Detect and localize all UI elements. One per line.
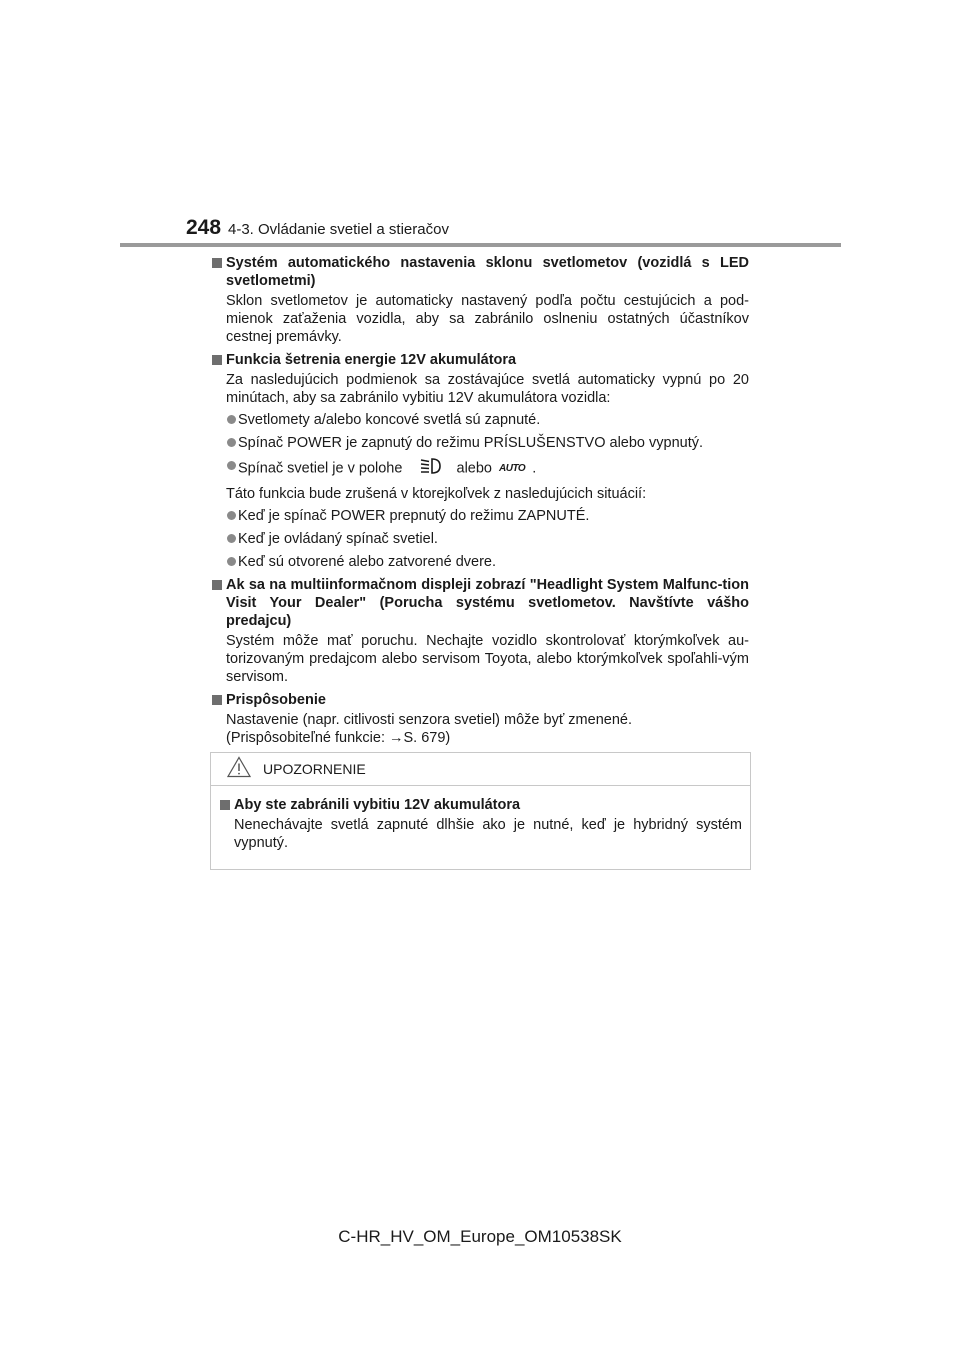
battery-saver-intro: Za nasledujúcich podmienok sa zostávajúce svetlá automaticky vypnú po 20 minútach, aby sa zabránilo vybitiu 12V akumulátora vozidla:	[226, 372, 749, 406]
footer-doc-code: C-HR_HV_OM_Europe_OM10538SK	[338, 1227, 622, 1246]
header-rule	[120, 243, 841, 247]
leveling-block	[211, 254, 749, 346]
customization-block	[211, 691, 749, 747]
condition-text-middle: alebo	[456, 460, 492, 477]
cancel-intro: Táto funkcia bude zrušená v ktorejkoľvek z nasledujúcich situácií:	[226, 486, 647, 502]
battery-saver-heading: Funkcia šetrenia energie 12V akumulátora	[211, 351, 749, 369]
auto-light-icon: AUTO	[499, 462, 526, 474]
warning-header	[211, 753, 750, 786]
cancel-item: Keď je ovládaný spínač svetiel.	[211, 530, 749, 548]
condition-item: Spínač POWER je zapnutý do režimu PRÍSLUŠENSTVO alebo vypnutý.	[211, 434, 749, 452]
section-title: 4-3. Ovládanie svetiel a stieračov	[228, 221, 449, 238]
cancel-item: Keď je spínač POWER prepnutý do režimu ZAPNUTÉ.	[211, 507, 749, 525]
condition-text-before: Spínač svetiel je v polohe	[238, 460, 403, 477]
warning-heading: Aby ste zabránili vybitiu 12V akumulátora	[219, 796, 742, 814]
warning-box	[210, 752, 751, 870]
warning-triangle-icon	[227, 756, 251, 783]
warning-body	[211, 786, 750, 852]
warning-title: UPOZORNENIE	[263, 761, 366, 777]
malfunction-heading: Ak sa na multiinformačnom displeji zobrazí "Headlight System Malfunc-tion Visit Your Dealer" (Porucha systému svetlometov. Navštívte vášho predajcu)	[211, 576, 749, 630]
customization-reference: (Prispôsobiteľné funkcie: →S. 679)	[226, 730, 451, 746]
malfunction-block	[211, 576, 749, 686]
leveling-text: Sklon svetlometov je automaticky nastavený podľa počtu cestujúcich a pod-mienok zaťaženia vozidla, aby sa zabránilo oslneniu ostatných účastníkov cestnej premávky.	[226, 293, 749, 345]
customization-line: Nastavenie (napr. citlivosti senzora svetiel) môže byť zmenené.	[226, 712, 632, 728]
customization-heading: Prispôsobenie	[211, 691, 749, 709]
condition-text-after: .	[532, 460, 537, 477]
battery-saver-block	[211, 351, 749, 571]
warning-text: Nenechávajte svetlá zapnuté dlhšie ako je nutné, keď je hybridný systém vypnutý.	[234, 817, 742, 851]
leveling-heading: Systém automatického nastavenia sklonu svetlometov (vozidlá s LED svetlometmi)	[211, 254, 749, 290]
page-number: 248	[186, 216, 222, 239]
cancel-item: Keď sú otvorené alebo zatvorené dvere.	[211, 553, 749, 571]
headlight-icon	[418, 457, 442, 480]
condition-item	[211, 457, 749, 480]
condition-item: Svetlomety a/alebo koncové svetlá sú zapnuté.	[211, 411, 749, 429]
malfunction-text: Systém môže mať poruchu. Nechajte vozidlo skontrolovať ktorýmkoľvek au-torizovaným predajcom alebo servisom Toyota, alebo ktorýmkoľvek spoľahli-vým servisom.	[226, 633, 749, 685]
content	[211, 254, 749, 752]
